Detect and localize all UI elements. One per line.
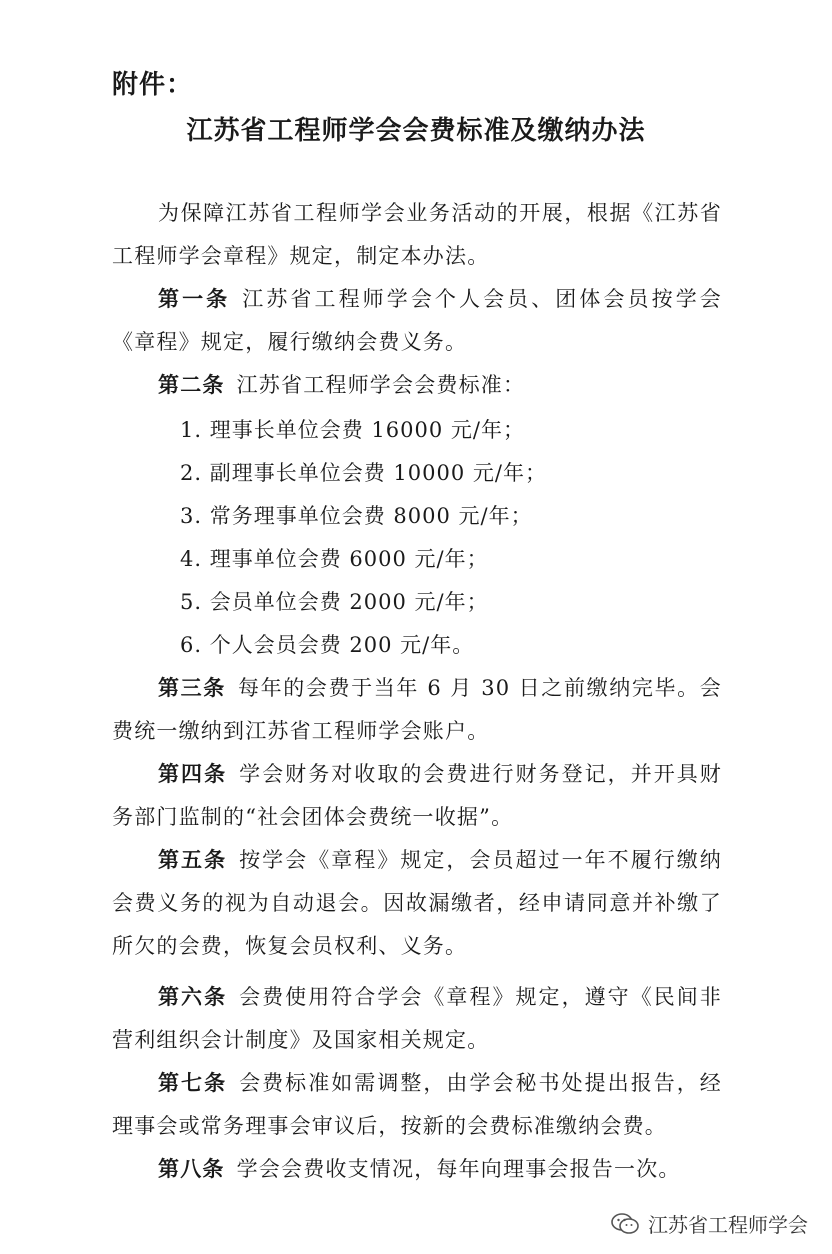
fee-item: 3. 常务理事单位会费 8000 元/年； (180, 504, 533, 528)
article-heading: 第六条 (158, 985, 228, 1009)
article-6 (112, 976, 722, 1062)
article-5 (112, 839, 722, 968)
document-title: 江苏省工程师学会会费标准及缴纳办法 (186, 116, 646, 146)
article-1 (112, 278, 722, 364)
article-heading: 第八条 (158, 1157, 225, 1181)
article-2 (112, 364, 722, 407)
fee-item: 4. 理事单位会费 6000 元/年； (180, 547, 489, 571)
article-text: 按学会《章程》规定，会员超过一年不履行缴纳会费义务的视为自动退会。因故漏缴者，经申请同意并补缴了所欠的会费，恢复会员权利、义务。 (112, 848, 722, 958)
fee-item: 2. 副理事长单位会费 10000 元/年； (180, 461, 547, 485)
article-text: 学会财务对收取的会费进行财务登记，并开具财务部门监制的“社会团体会费统一收据”。 (112, 762, 722, 829)
account-name: 江苏省工程师学会 (648, 1213, 808, 1237)
article-text: 学会会费收支情况，每年向理事会报告一次。 (236, 1157, 681, 1181)
fee-item: 5. 会员单位会费 2000 元/年； (180, 590, 489, 614)
article-heading: 第一条 (158, 287, 231, 311)
article-3 (112, 667, 722, 753)
wechat-icon (610, 1211, 640, 1237)
article-8 (112, 1148, 722, 1191)
attachment-label: 附件： (112, 70, 194, 100)
article-text: 江苏省工程师学会会费标准： (236, 373, 526, 397)
article-heading: 第二条 (158, 373, 225, 397)
intro-paragraph: 为保障江苏省工程师学会业务活动的开展，根据《江苏省工程师学会章程》规定，制定本办法。 (112, 201, 722, 268)
article-text: 江苏省工程师学会个人会员、团体会员按学会《章程》规定，履行缴纳会费义务。 (112, 287, 722, 354)
article-heading: 第七条 (158, 1071, 228, 1095)
account-watermark (610, 1209, 808, 1238)
article-7 (112, 1062, 722, 1148)
article-text: 每年的会费于当年 6 月 30 日之前缴纳完毕。会费统一缴纳到江苏省工程师学会账户。 (112, 676, 722, 743)
article-heading: 第三条 (158, 676, 226, 700)
article-4 (112, 753, 722, 839)
article-heading: 第四条 (158, 762, 228, 786)
fee-item: 1. 理事长单位会费 16000 元/年； (180, 418, 525, 442)
article-text: 会费使用符合学会《章程》规定，遵守《民间非营利组织会计制度》及国家相关规定。 (112, 985, 722, 1052)
fee-item: 6. 个人会员会费 200 元/年。 (180, 633, 475, 657)
article-text: 会费标准如需调整，由学会秘书处提出报告，经理事会或常务理事会审议后，按新的会费标准缴纳会费。 (112, 1071, 722, 1138)
article-heading: 第五条 (158, 848, 228, 872)
